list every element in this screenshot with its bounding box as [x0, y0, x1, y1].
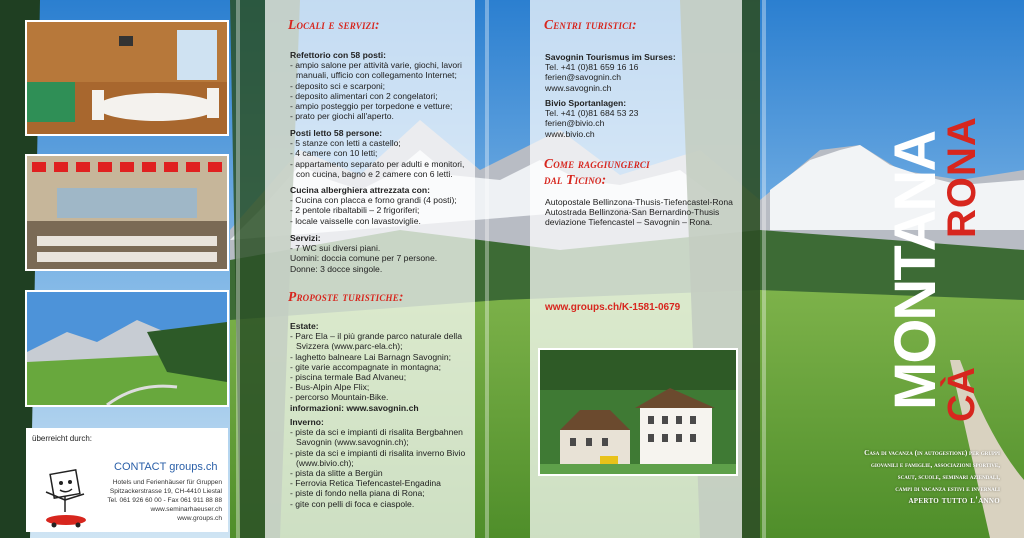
website-link[interactable]: www.bivio.ch [545, 128, 595, 139]
contact-card [26, 428, 228, 532]
refectory-block: Refettorio con 58 posti: - ampio salone per attività varie, giochi, lavori manuali, ufficio con collegamento Internet; - deposito sci e scarponi; - deposito alimentari con 2 congelatori; - ampio posteggio per torpedone e vetture; - prato per giochi all'aperto. [290, 50, 462, 122]
summer-block: Estate: - Parc Ela – il più grande parco naturale della Svizzera (www.parc-ela.ch); - laghetto balneare Lai Barnagn Savognin; - gite varie accompagnate in montagna; - piscina termale Bad Alvaneu; - Bus-Alpin Alpe Flix; - percorso Mountain-Bike. informazioni: www.savognin.ch [290, 321, 462, 413]
services-heading: Locali e servizi: [288, 17, 380, 32]
dining-hall-flags-photo [25, 154, 229, 271]
centers-heading: Centri turistici: [544, 17, 637, 32]
title-ca: CÀ [941, 367, 983, 422]
info-panel [530, 0, 742, 538]
groups-link[interactable]: www.groups.ch/K-1581-0679 [545, 302, 681, 313]
directions-block: Autopostale Bellinzona-Thusis-Tiefencastel-Rona Autostrada Bellinzona-San Bernardino-Thusis deviazione Tiefencastel – Savognin – Rona. [545, 197, 733, 228]
card-line: www.seminarhaeuser.ch [150, 506, 222, 513]
house-photo [538, 348, 738, 476]
tagline: campi di vacanza estivi e invernali [895, 485, 1000, 493]
tagline: Casa di vacanza (in autogestione) per gruppi [864, 449, 1000, 457]
handed-by-label: überreicht durch: [32, 434, 93, 443]
facilities-block: Servizi: - 7 WC sui diversi piani. Uomini: doccia comune per 7 persone. Donne: 3 docce singole. [290, 233, 438, 274]
card-line: Tel. 061 926 60 00 - Fax 061 911 88 88 [107, 497, 222, 504]
left-panel [0, 0, 236, 538]
savognin-block: Savognin Tourismus im Surses: Tel. +41 (0)81 659 16 16 ferien@savognin.ch www.savognin.ch [545, 52, 676, 93]
title-montana: MONTANA [883, 131, 948, 410]
valley-mountains-photo [25, 290, 229, 407]
tourism-heading: Proposte turistiche: [288, 289, 404, 304]
tagline: giovanili e famiglie, associazioni sportive, [870, 461, 1000, 469]
email-link[interactable]: ferien@bivio.ch [545, 118, 605, 129]
mascot-icon [36, 468, 94, 528]
tagline: scaut, scuole, seminari aziendali, [897, 473, 1000, 481]
open-all-year: aperto tutto l'anno [908, 496, 1000, 506]
website-link[interactable]: www.savognin.ch [545, 82, 612, 93]
cover-title [790, 10, 1015, 430]
winter-block: Inverno: - piste da sci e impianti di risalita Bergbahnen Savognin (www.savognin.ch); - piste da sci e impianti di risalita inverno Bivio (www.bivio.ch); - pista da slitte a Bergün - Ferrovia Retica Tiefencastel-Engadina - piste di fondo nella piana di Rona; - gite con pelli di foca e ciaspole. [290, 417, 466, 509]
brand-name: CONTACT groups.ch [114, 461, 218, 473]
middle-panel [265, 0, 475, 538]
title-rona: RONA [940, 116, 984, 238]
card-line: www.groups.ch [177, 515, 222, 522]
directions-heading: Come raggiungerci dal Ticino: [544, 156, 650, 187]
kitchen-block: Cucina alberghiera attrezzata con: - Cucina con placca e forno grandi (4 posti); - 2 pentole ribaltabili – 2 frigoriferi; - locale vaisselle con lavastoviglie. [290, 185, 457, 226]
dining-room-photo [25, 20, 229, 136]
email-link[interactable]: ferien@savognin.ch [545, 72, 622, 83]
summer-info-link[interactable]: informazioni: www.savognin.ch [290, 402, 419, 413]
fold-line [762, 0, 766, 538]
card-line: Spitzackerstrasse 19, CH-4410 Liestal [109, 488, 222, 495]
fold-line [485, 0, 489, 538]
card-line: Hotels und Ferienhäuser für Gruppen [112, 479, 222, 486]
beds-block: Posti letto 58 persone: - 5 stanze con letti a castello; - 4 camere con 10 letti; - appartamento separato per adulti e monitori, con cucina, bagno e 2 camere con 6 letti. [290, 128, 465, 179]
bivio-block: Bivio Sportanlagen: Tel. +41 (0)81 684 53 23 ferien@bivio.ch www.bivio.ch [545, 98, 639, 139]
fold-line [236, 0, 240, 538]
